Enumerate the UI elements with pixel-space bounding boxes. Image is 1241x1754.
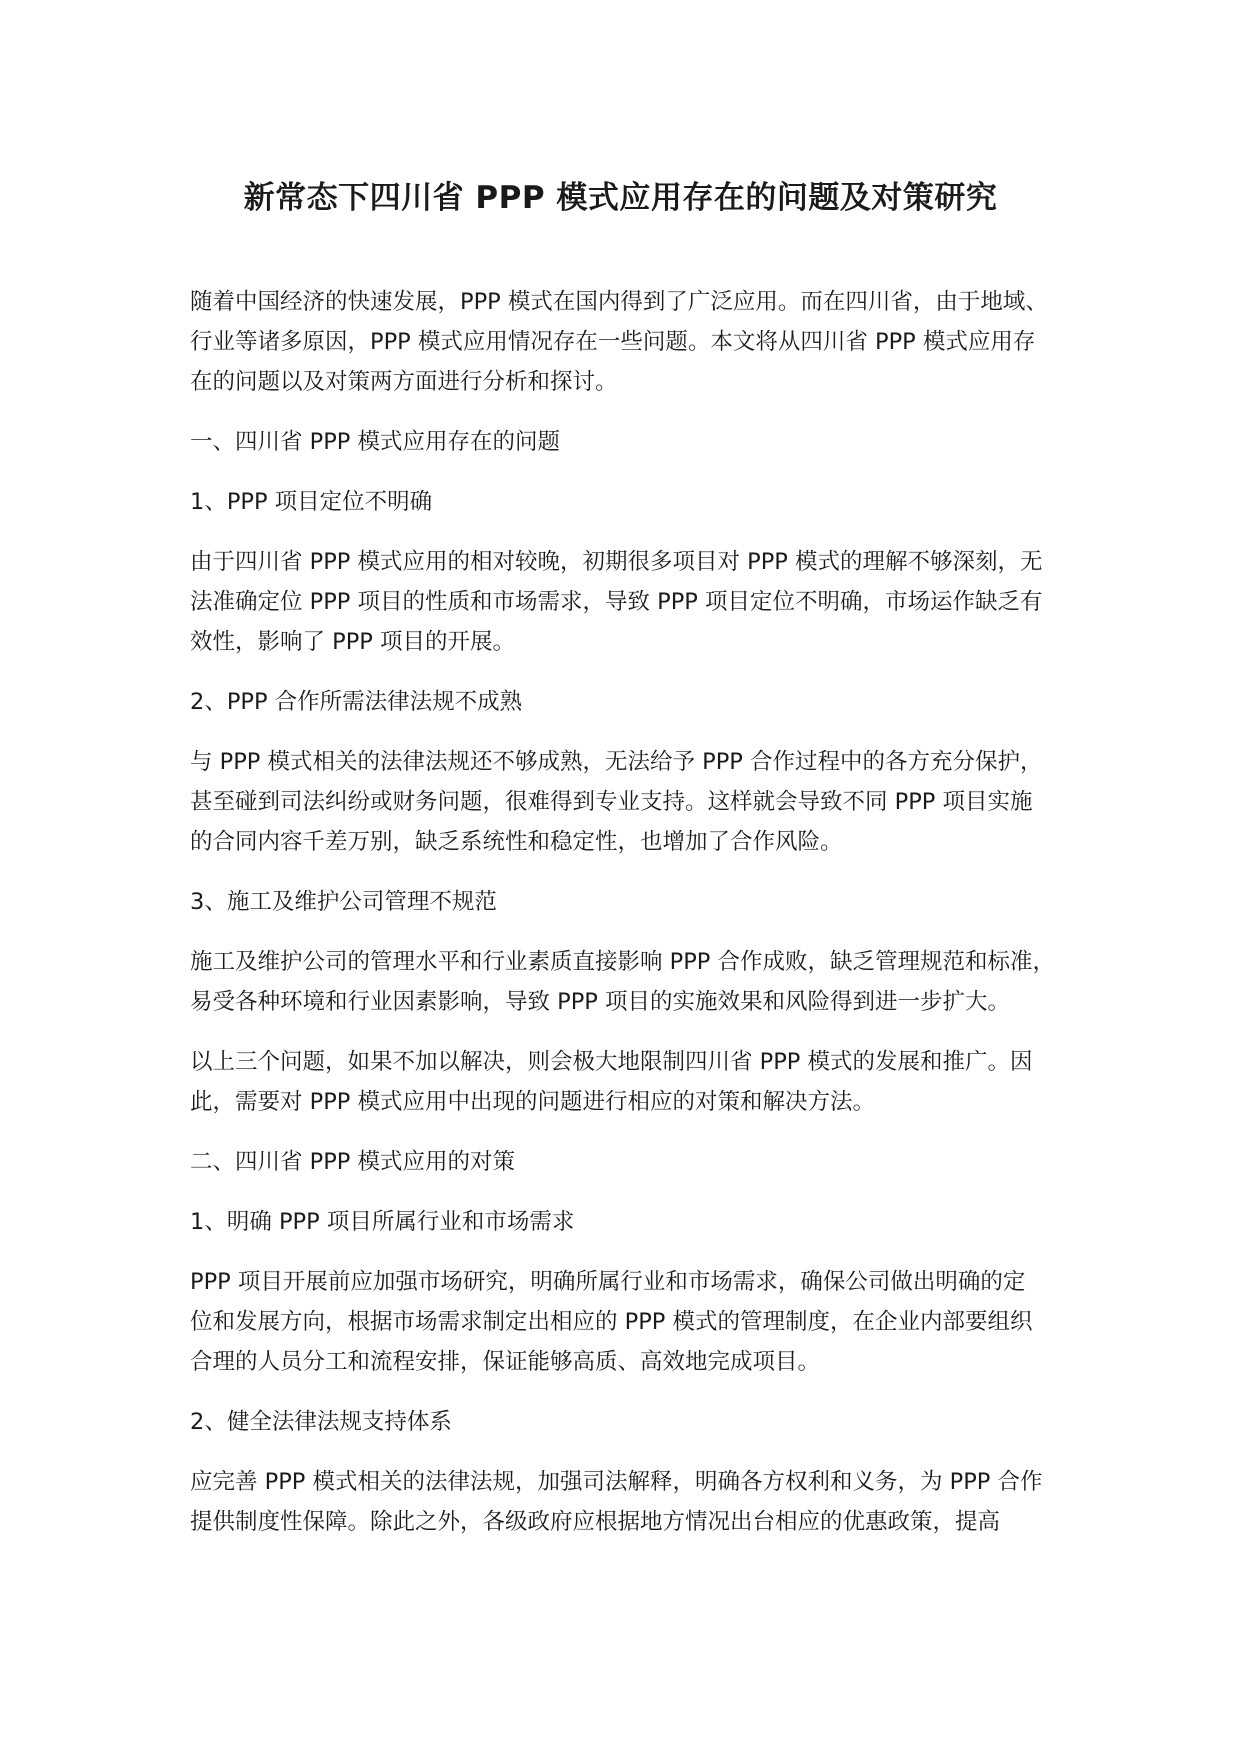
paragraph-line: 行业等诸多原因，PPP 模式应用情况存在一些问题。本文将从四川省 PPP 模式应用存 (190, 329, 1036, 355)
body-paragraph (190, 282, 1090, 402)
section-heading: 一、四川省 PPP 模式应用存在的问题 (190, 429, 561, 455)
body-paragraph (190, 542, 1090, 662)
paragraph-line: 施工及维护公司的管理水平和行业素质直接影响 PPP 合作成败，缺乏管理规范和标准， (190, 949, 1056, 975)
paragraph-line: 易受各种环境和行业因素影响，导致 PPP 项目的实施效果和风险得到进一步扩大。 (190, 989, 1011, 1015)
paragraph-line: 此，需要对 PPP 模式应用中出现的问题进行相应的对策和解决方法。 (190, 1089, 876, 1115)
section-heading: 2、PPP 合作所需法律法规不成熟 (190, 689, 523, 715)
body-paragraph (190, 1462, 1090, 1542)
paragraph-line: 在的问题以及对策两方面进行分析和探讨。 (190, 369, 618, 395)
body-paragraph (190, 942, 1090, 1022)
paragraph-line: 应完善 PPP 模式相关的法律法规，加强司法解释，明确各方权利和义务，为 PPP 合作 (190, 1469, 1043, 1495)
section-heading: 二、四川省 PPP 模式应用的对策 (190, 1149, 516, 1175)
paragraph-line: 的合同内容千差万别，缺乏系统性和稳定性，也增加了合作风险。 (190, 829, 843, 855)
paragraph-line: 提供制度性保障。除此之外，各级政府应根据地方情况出台相应的优惠政策，提高 (190, 1509, 1001, 1535)
paragraph-line: 法准确定位 PPP 项目的性质和市场需求，导致 PPP 项目定位不明确，市场运作缺乏有 (190, 589, 1043, 615)
paragraph-line: PPP 项目开展前应加强市场研究，明确所属行业和市场需求，确保公司做出明确的定 (190, 1269, 1026, 1295)
document-title: 新常态下四川省 PPP 模式应用存在的问题及对策研究 (243, 180, 998, 216)
paragraph-line: 与 PPP 模式相关的法律法规还不够成熟，无法给予 PPP 合作过程中的各方充分保护， (190, 749, 1043, 775)
paragraph-line: 由于四川省 PPP 模式应用的相对较晚，初期很多项目对 PPP 模式的理解不够深刻，无 (190, 549, 1043, 575)
paragraph-line: 效性，影响了 PPP 项目的开展。 (190, 629, 516, 655)
section-heading: 2、健全法律法规支持体系 (190, 1409, 452, 1435)
body-paragraph (190, 742, 1090, 862)
section-heading: 1、明确 PPP 项目所属行业和市场需求 (190, 1209, 575, 1235)
paragraph-line: 甚至碰到司法纠纷或财务问题，很难得到专业支持。这样就会导致不同 PPP 项目实施 (190, 789, 1033, 815)
paragraph-line: 随着中国经济的快速发展，PPP 模式在国内得到了广泛应用。而在四川省，由于地域、 (190, 289, 1048, 315)
paragraph-line: 以上三个问题，如果不加以解决，则会极大地限制四川省 PPP 模式的发展和推广。因 (190, 1049, 1033, 1075)
body-paragraph (190, 1042, 1090, 1122)
document-body (190, 282, 1090, 1562)
body-paragraph (190, 1262, 1090, 1382)
section-heading: 3、施工及维护公司管理不规范 (190, 889, 497, 915)
paragraph-line: 合理的人员分工和流程安排，保证能够高质、高效地完成项目。 (190, 1349, 821, 1375)
section-heading: 1、PPP 项目定位不明确 (190, 489, 433, 515)
paragraph-line: 位和发展方向，根据市场需求制定出相应的 PPP 模式的管理制度，在企业内部要组织 (190, 1309, 1033, 1335)
